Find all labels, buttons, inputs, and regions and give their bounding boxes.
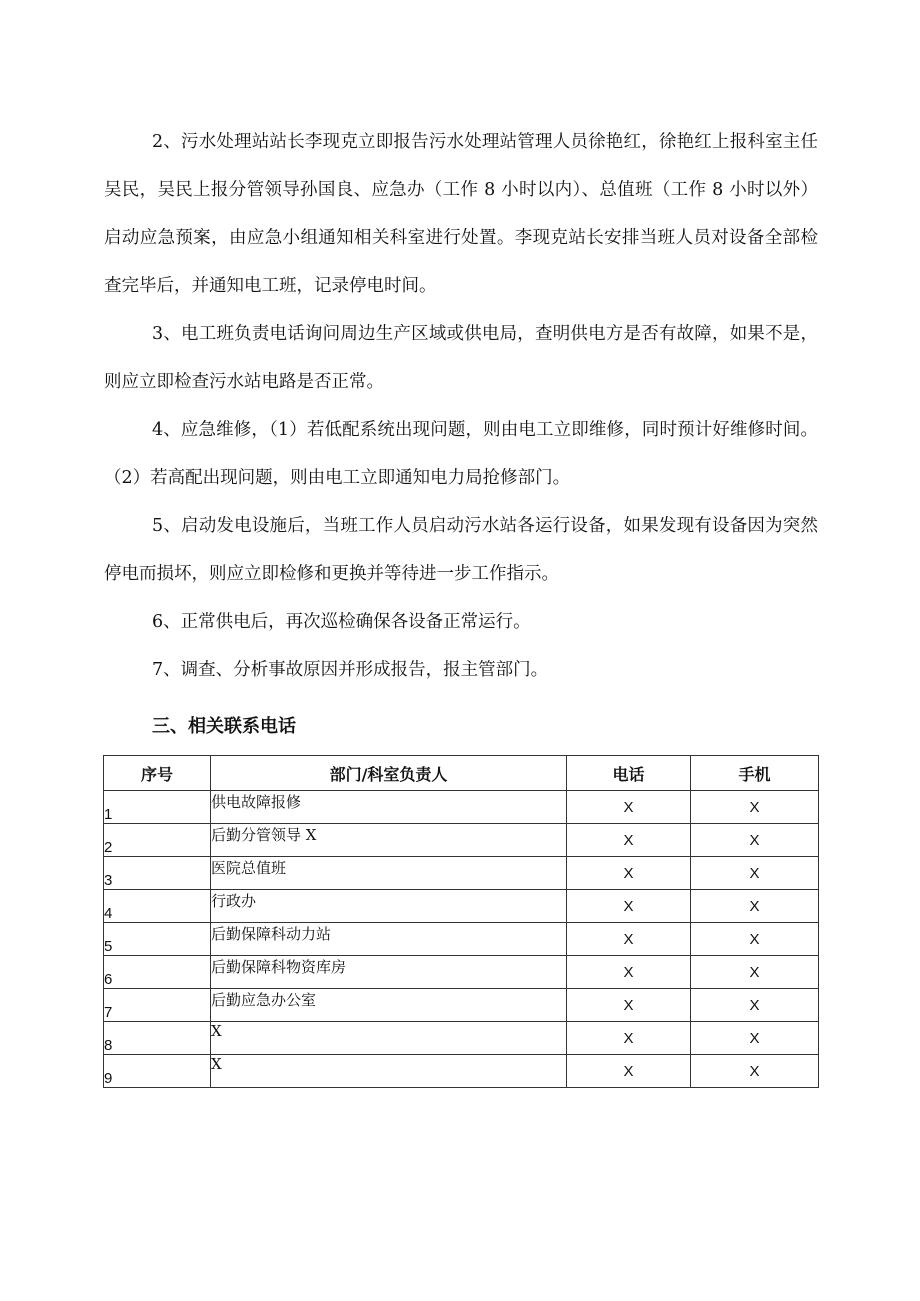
cell-dept: 后勤应急办公室 <box>211 989 567 1022</box>
table-row <box>104 857 819 890</box>
cell-mobile: X <box>691 1055 819 1088</box>
cell-phone: X <box>567 824 691 857</box>
cell-no: 6 <box>104 956 211 989</box>
table-row <box>104 956 819 989</box>
cell-phone: X <box>567 989 691 1022</box>
table-row <box>104 1022 819 1055</box>
cell-no: 1 <box>104 791 211 824</box>
cell-mobile: X <box>691 857 819 890</box>
cell-dept: 后勤保障科动力站 <box>211 923 567 956</box>
paragraph-step-6: 6、正常供电后，再次巡检确保各设备正常运行。 <box>152 612 531 632</box>
table-row <box>104 890 819 923</box>
paragraph-step-2: 2、污水处理站站长李现克立即报告污水处理站管理人员徐艳红，徐艳红上报科室主任吴民，吴民上报分管领导孙国良、应急办（工作 8 小时以内）、总值班（工作 8 小时以外）启动应急预案，由应急小组通知相关科室进行处置。李现克站长安排当班人员对设备全部检查完毕后，并通知电工班，记录停电时间。 <box>104 132 818 296</box>
cell-no: 5 <box>104 923 211 956</box>
header-no: 序号 <box>104 756 211 791</box>
paragraph-step-7: 7、调查、分析事故原因并形成报告，报主管部门。 <box>152 660 549 680</box>
header-mobile: 手机 <box>691 756 819 791</box>
cell-mobile: X <box>691 956 819 989</box>
paragraph-step-4: 4、应急维修，（1）若低配系统出现问题，则由电工立即维修，同时预计好维修时间。（2）若高配出现问题，则由电工立即通知电力局抢修部门。 <box>104 420 818 488</box>
table-row <box>104 791 819 824</box>
header-phone: 电话 <box>567 756 691 791</box>
cell-dept: 供电故障报修 <box>211 791 567 824</box>
cell-phone: X <box>567 791 691 824</box>
cell-no: 2 <box>104 824 211 857</box>
cell-dept: X <box>211 1022 567 1055</box>
paragraph-step-3: 3、电工班负责电话询问周边生产区域或供电局，查明供电方是否有故障，如果不是，则应立即检查污水站电路是否正常。 <box>104 324 818 392</box>
cell-mobile: X <box>691 791 819 824</box>
cell-mobile: X <box>691 890 819 923</box>
cell-no: 3 <box>104 857 211 890</box>
contacts-table <box>103 755 819 1088</box>
cell-mobile: X <box>691 989 819 1022</box>
cell-dept: 后勤分管领导 X <box>211 824 567 857</box>
table-header-row <box>104 756 819 791</box>
cell-dept: 后勤保障科物资库房 <box>211 956 567 989</box>
paragraph-step-5: 5、启动发电设施后，当班工作人员启动污水站各运行设备，如果发现有设备因为突然停电而损坏，则应立即检修和更换并等待进一步工作指示。 <box>104 516 818 584</box>
cell-phone: X <box>567 1022 691 1055</box>
cell-dept: X <box>211 1055 567 1088</box>
cell-dept: 行政办 <box>211 890 567 923</box>
cell-phone: X <box>567 1055 691 1088</box>
cell-no: 9 <box>104 1055 211 1088</box>
cell-no: 4 <box>104 890 211 923</box>
cell-mobile: X <box>691 824 819 857</box>
table-row <box>104 923 819 956</box>
section-heading-contacts: 三、相关联系电话 <box>152 716 296 737</box>
cell-phone: X <box>567 956 691 989</box>
cell-mobile: X <box>691 1022 819 1055</box>
cell-no: 7 <box>104 989 211 1022</box>
cell-mobile: X <box>691 923 819 956</box>
cell-phone: X <box>567 890 691 923</box>
table-row <box>104 989 819 1022</box>
table-row <box>104 824 819 857</box>
cell-no: 8 <box>104 1022 211 1055</box>
table-row <box>104 1055 819 1088</box>
cell-dept: 医院总值班 <box>211 857 567 890</box>
cell-phone: X <box>567 923 691 956</box>
cell-phone: X <box>567 857 691 890</box>
header-dept: 部门/科室负责人 <box>211 756 567 791</box>
